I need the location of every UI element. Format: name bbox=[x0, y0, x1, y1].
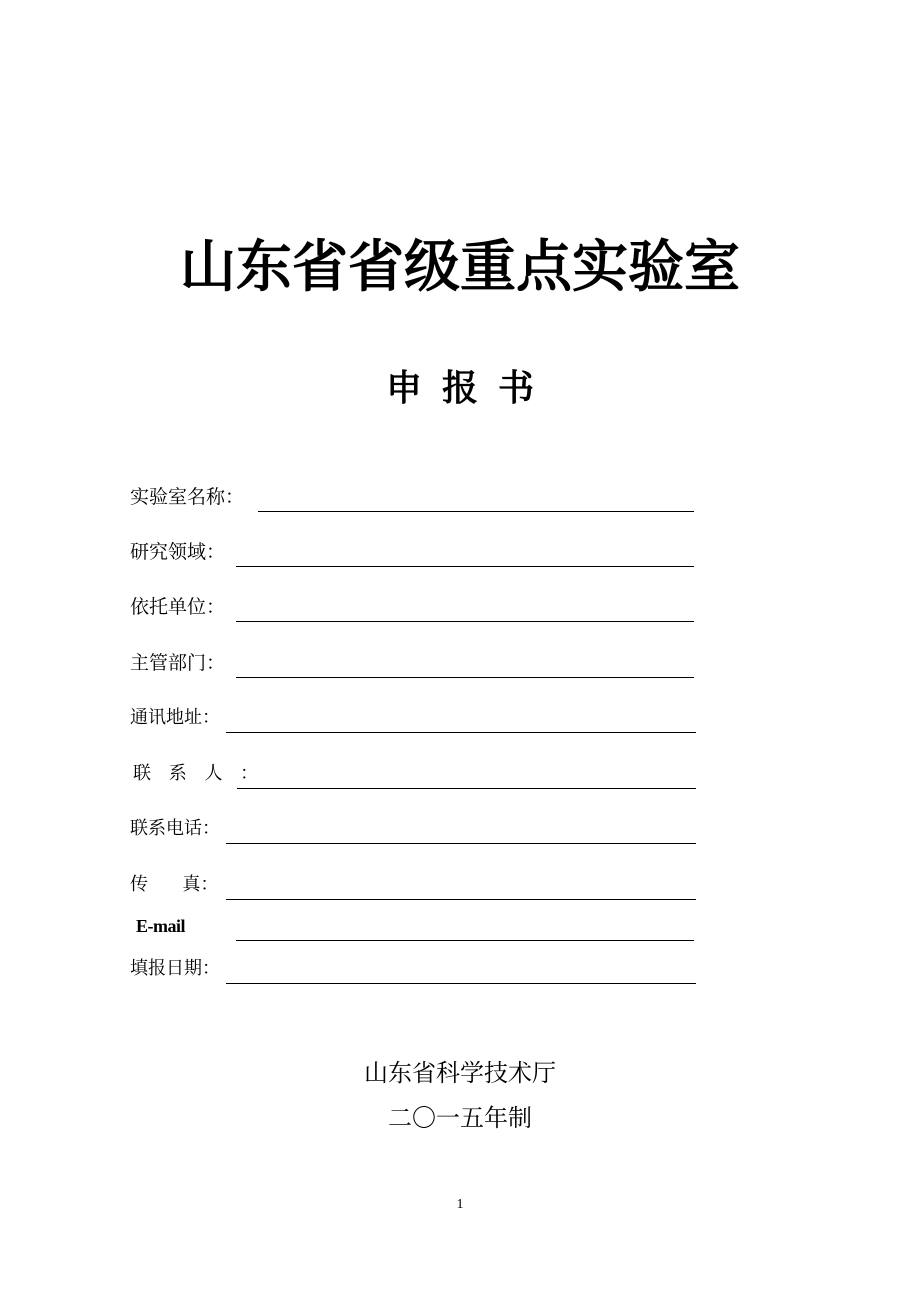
field-label: E-mail bbox=[136, 916, 185, 936]
field-contact-phone bbox=[130, 814, 696, 844]
field-label: 实验室名称： bbox=[130, 486, 245, 508]
field-submission-date bbox=[130, 954, 696, 984]
field-label: 通讯地址： bbox=[130, 707, 220, 728]
field-label: 研究领域： bbox=[130, 541, 226, 563]
issuer-name: 山东省科学技术厅 bbox=[364, 1059, 556, 1087]
field-mailing-address bbox=[130, 703, 696, 733]
field-label: 传 真： bbox=[130, 874, 219, 895]
field-input-line[interactable] bbox=[226, 983, 696, 984]
field-input-line[interactable] bbox=[237, 788, 696, 789]
field-email bbox=[136, 911, 696, 941]
field-research-area bbox=[130, 537, 696, 567]
subtitle-char: 申 bbox=[385, 368, 422, 409]
field-input-line[interactable] bbox=[236, 566, 694, 567]
field-input-line[interactable] bbox=[226, 843, 696, 844]
document-subtitle bbox=[0, 364, 920, 414]
field-label: 主管部门： bbox=[130, 652, 226, 674]
field-input-line[interactable] bbox=[236, 677, 694, 678]
field-lab-name bbox=[130, 482, 696, 512]
field-label: 联系电话： bbox=[130, 818, 220, 839]
issue-date: 二〇一五年制 bbox=[388, 1104, 532, 1132]
field-input-line[interactable] bbox=[236, 940, 694, 941]
field-input-line[interactable] bbox=[226, 899, 696, 900]
field-contact-person bbox=[133, 759, 696, 789]
page-number: 1 bbox=[456, 1197, 464, 1212]
field-label: 联 系 人 ： bbox=[133, 763, 265, 784]
field-host-institution bbox=[130, 592, 696, 622]
document-title: 山东省省级重点实验室 bbox=[180, 235, 740, 300]
subtitle-char: 报 bbox=[441, 368, 478, 409]
field-input-line[interactable] bbox=[226, 732, 696, 733]
field-input-line[interactable] bbox=[236, 621, 694, 622]
field-label: 填报日期： bbox=[130, 958, 220, 979]
field-input-line[interactable] bbox=[258, 511, 694, 512]
subtitle-char: 书 bbox=[498, 368, 535, 409]
field-fax bbox=[130, 870, 696, 900]
field-supervising-department bbox=[130, 648, 696, 678]
field-label: 依托单位： bbox=[130, 596, 226, 618]
